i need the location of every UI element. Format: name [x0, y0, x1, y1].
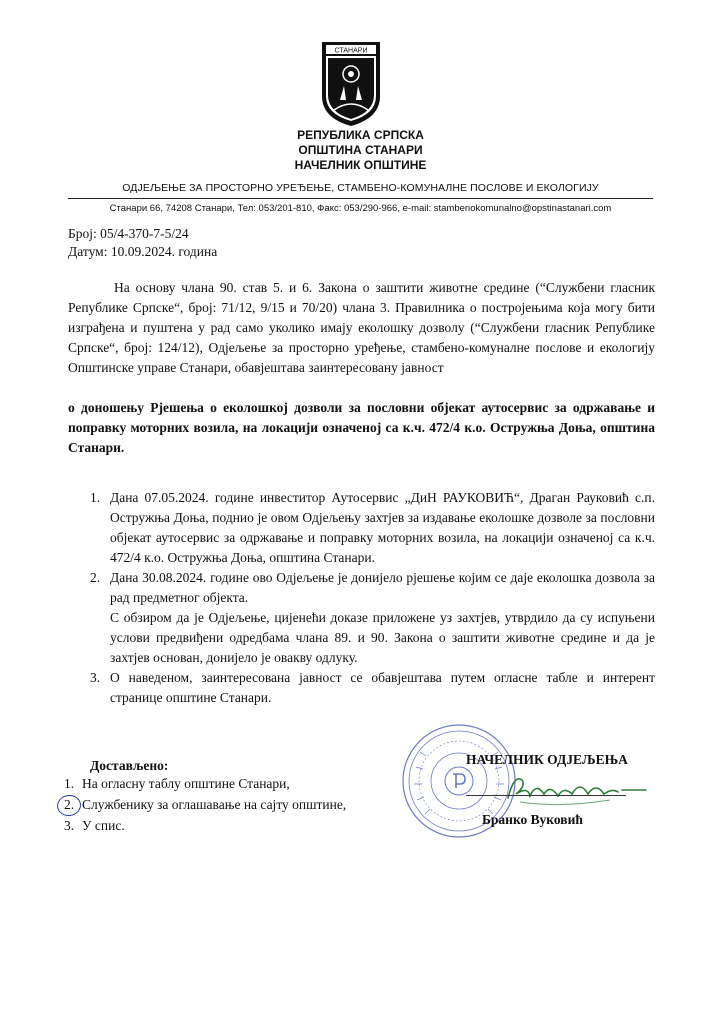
list-item: [68, 668, 655, 708]
delivered-number: 3.: [64, 818, 75, 833]
delivered-list: [60, 773, 346, 836]
list-item: [60, 794, 346, 815]
signatory-title: НАЧЕЛНИК ОДЈЕЉЕЊА: [466, 752, 628, 767]
item-text: Дана 07.05.2024. године инвеститор Аутосервис „ДиН РАУКОВИЋ“, Драган Рауковић с.п. Остружња Доња, поднио је овом Одјељењу захтјев за издавање еколошке дозволе за пословни објекат аутосервис за одржавање и поправку моторних возила, на локацији означеној са к.ч. 472/4 к.о. Остружња Доња, општина Станари.: [110, 490, 655, 565]
document-number: Број: 05/4-370-7-5/24: [68, 226, 189, 241]
list-item: [68, 488, 655, 568]
header-department: ОДЈЕЉЕЊЕ ЗА ПРОСТОРНО УРЕЂЕЊЕ, СТАМБЕНО-КОМУНАЛНЕ ПОСЛОВЕ И ЕКОЛОГИЈУ: [122, 182, 599, 194]
list-item: [60, 773, 346, 794]
signatory-name: Бранко Вуковић: [482, 812, 583, 827]
item-number: 1.: [90, 490, 101, 505]
handwritten-signature: [500, 768, 650, 812]
items-list: [68, 488, 655, 708]
item-text: Дана 30.08.2024. године ово Одјељење је донијело рјешење којим се даје еколошка дозвола за рад предметног објекта.: [110, 570, 655, 605]
header-contact: Станари 66, 74208 Станари, Тел: 053/201-810, Факс: 053/290-966, e-mail: stambenokomunalno@opstinastanari.com: [109, 203, 612, 214]
list-item: [60, 815, 346, 836]
delivered-text: На огласну таблу општине Станари,: [82, 776, 290, 791]
delivered-title: Достављено:: [90, 758, 169, 773]
header-municipality: ОПШТИНА СТАНАРИ: [298, 143, 423, 157]
signature-line: [466, 795, 626, 796]
coat-of-arms-emblem: [320, 40, 382, 128]
delivered-number: 1.: [64, 776, 75, 791]
delivered-text: У спис.: [82, 818, 125, 833]
item-number: 3.: [90, 670, 101, 685]
emblem-caption: СТАНАРИ: [334, 47, 368, 55]
header-republic: РЕПУБЛИКА СРПСКА: [297, 128, 424, 142]
item-text: С обзиром да је Одјељење, цијенећи доказе приложене уз захтјев, утврдило да су испуњени услови предвиђени одредбама члана 89. и 90. Закона о заштити животне средине и да је захтјев основан, донијело је овакву одлуку.: [110, 610, 655, 665]
handwritten-circle-mark: [56, 793, 83, 817]
item-text: О наведеном, заинтересована јавност се обавјештава путем огласне табле и интерент странице општине Станари.: [110, 670, 655, 705]
intro-paragraph: На основу члана 90. став 5. и 6. Закона о заштити животне средине (“Службени гласник Републике Српске“, број: 71/12, 9/15 и 70/20) члана 3. Правилника о постројењима која могу бити изграђена и пуштена у рад само уколико имају еколошку дозволу (“Службени гласник Републике Српске“, број: 124/12), Одјељење за просторно уређење, стамбено-комунaлне послове и екологију Општинске управе Станари, обавјештава заинтересовану јавност: [68, 280, 655, 375]
header-mayor: НАЧЕЛНИК ОПШТИНЕ: [294, 158, 427, 172]
delivered-number: 2.: [64, 797, 75, 812]
item-number: 2.: [90, 570, 101, 585]
notice-subject: о доношењу Рјешења о еколошкој дозволи за пословни објекат аутосервис за одржавање и поправку моторних возила, на локацији означеној са к.ч. 472/4 к.о. Остружња Доња, општина Станари.: [68, 400, 655, 455]
header-divider: [68, 198, 653, 199]
document-date: Датум: 10.09.2024. година: [68, 244, 218, 259]
delivered-text: Службенику за оглашавање на сајту општине,: [82, 797, 347, 812]
list-item: [68, 568, 655, 668]
